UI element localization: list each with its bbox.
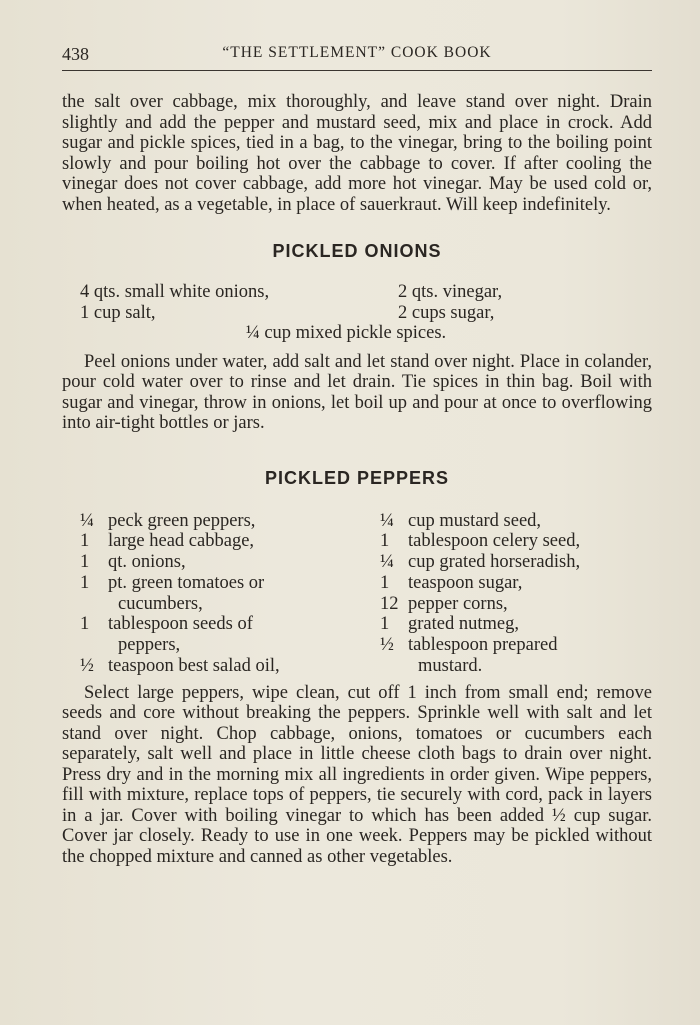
pickled-onions-directions: Peel onions under water, add salt and let stand over night. Place in colander, pour cold water over to rinse and let drain. Tie spices in thin bag. Boil with sugar and vinegar, throw in onions, let boil up and pour at once to overflowing into air-tight bottles or jars. — [62, 351, 652, 433]
ingredient-continuation: peppers, — [118, 635, 181, 656]
onions-ingredient: 2 qts. vinegar, — [398, 282, 503, 302]
ingredient-text: pt. green tomatoes or — [108, 572, 265, 593]
pickled-peppers-ingredients — [62, 511, 652, 677]
page-header — [62, 42, 652, 68]
ingredient-line — [380, 573, 652, 594]
ingredient-quantity: 12 — [380, 593, 399, 614]
ingredient-quantity: 1 — [80, 572, 90, 593]
ingredient-quantity: ¼ — [380, 552, 394, 573]
peppers-ingredients-right — [380, 511, 652, 677]
pickled-peppers-directions: Select large peppers, wipe clean, cut off 1 inch from small end; remove seeds and core without breaking the peppers. Sprinkle well with salt and let stand over night. Chop cabbage, onions, tomatoes or cucumbers each separately, salt well and place in little cheese cloth bags to drain over night. Press dry and in the morning mix all ingredients in order given. Wipe peppers, fill with mixture, replace tops of peppers, tie securely with cord, pack in layers in a jar. Cover with boiling vinegar to which has been added ½ cup sugar. Cover jar closely. Ready to use in one week. Peppers may be pickled without the chopped mixture and canned as other vegetables. — [62, 682, 652, 867]
ingredient-text: tablespoon seeds of — [108, 614, 253, 635]
ingredient-line — [380, 594, 652, 615]
ingredient-quantity: 1 — [380, 531, 390, 552]
ingredient-quantity: 1 — [80, 614, 90, 635]
ingredient-quantity: 1 — [380, 572, 390, 593]
ingredient-quantity: ¼ — [380, 510, 394, 531]
page-content — [62, 92, 652, 867]
ingredient-quantity: 1 — [380, 614, 390, 635]
ingredient-line — [80, 656, 380, 677]
onions-ingredient: 4 qts. small white onions, — [80, 282, 270, 302]
ingredient-text: qt. onions, — [108, 552, 186, 573]
ingredient-line — [380, 635, 652, 656]
peppers-ingredients-left — [62, 511, 380, 677]
ingredient-text: teaspoon best salad oil, — [108, 656, 280, 677]
ingredient-text: large head cabbage, — [108, 531, 255, 552]
ingredient-line — [380, 531, 652, 552]
ingredient-line — [80, 614, 380, 635]
ingredient-line — [80, 552, 380, 573]
pickled-onions-ingredients — [62, 282, 652, 344]
ingredient-text: pepper corns, — [408, 593, 508, 614]
ingredient-quantity: 1 — [80, 531, 90, 552]
ingredient-continuation: cucumbers, — [118, 593, 203, 614]
ingredient-text: cup mustard seed, — [408, 510, 542, 531]
pickled-peppers-title: PICKLED PEPPERS — [264, 467, 450, 488]
ingredient-line — [80, 531, 380, 552]
intro-paragraph: the salt over cabbage, mix thoroughly, and leave stand over night. Drain slightly and add the pepper and mustard seed, mix and place in crock. Add sugar and pickle spices, tied in a bag, to the vinegar, bring to the boiling point slowly and pour boiling hot over the cabbage to cover. If after cooling the vinegar does not cover cabbage, add more hot vinegar. May be used cold or, when heated, as a vegetable, in place of sauerkraut. Will keep indefinitely. — [62, 92, 652, 215]
ingredient-continuation: mustard. — [418, 656, 483, 677]
ingredient-line — [380, 614, 652, 635]
ingredient-text: cup grated horseradish, — [408, 552, 581, 573]
onions-ingredient: 2 cups sugar, — [398, 302, 495, 323]
onions-ingredient: ¼ cup mixed pickle spices. — [245, 323, 447, 343]
ingredient-text: teaspoon sugar, — [408, 572, 523, 593]
ingredient-quantity: ¼ — [80, 510, 94, 531]
onions-ingredient: 1 cup salt, — [80, 302, 156, 323]
ingredient-line — [380, 552, 652, 573]
running-title: “THE SETTLEMENT” COOK BOOK — [222, 44, 492, 61]
ingredient-line — [80, 511, 380, 532]
ingredient-text: grated nutmeg, — [408, 614, 519, 635]
pickled-onions-title: PICKLED ONIONS — [272, 241, 442, 261]
ingredient-quantity: ½ — [380, 635, 394, 656]
ingredient-text: tablespoon celery seed, — [408, 531, 581, 552]
ingredient-quantity: 1 — [80, 552, 90, 573]
ingredient-line — [80, 573, 380, 594]
ingredient-text: tablespoon prepared — [408, 635, 558, 656]
ingredient-text: peck green peppers, — [108, 510, 256, 531]
ingredient-line — [380, 511, 652, 532]
ingredient-quantity: ½ — [80, 656, 94, 677]
page-number: 438 — [62, 44, 89, 64]
header-rule — [62, 70, 652, 71]
